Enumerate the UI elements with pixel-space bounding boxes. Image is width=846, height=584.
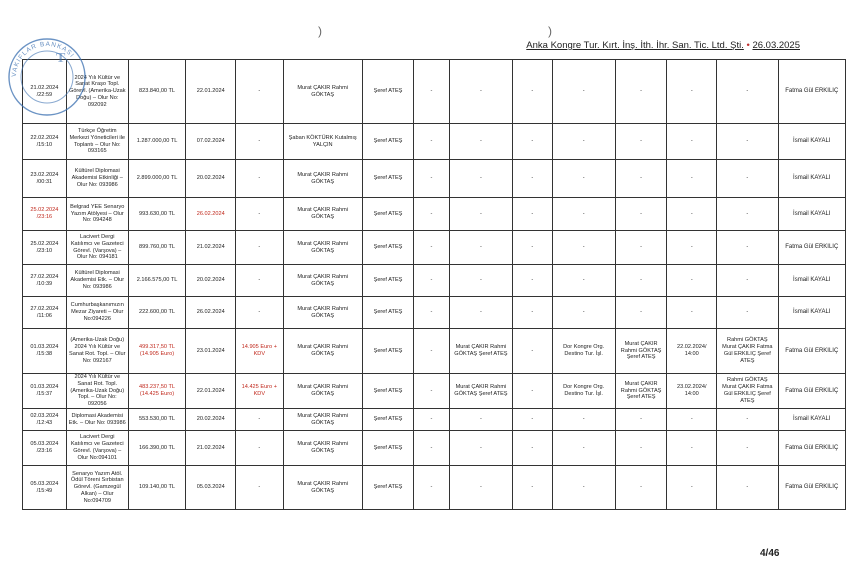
table-cell: 20.02.2024	[186, 265, 236, 297]
table-cell: Rahmi GÖKTAŞ Murat ÇAKIR Fatma Gül ERKILIÇ Şeref ATEŞ	[717, 374, 778, 409]
table-cell: -	[615, 431, 667, 466]
table-cell: Senaryo Yazım Atöl. Ödül Töreni Sırbistan Görevl. (Gamzegül Alkan) – Olur No:094709	[66, 466, 128, 510]
table-cell: Şeref ATEŞ	[362, 198, 413, 231]
table-cell: 14.425 Euro + KDV	[236, 374, 284, 409]
table-cell: Şeref ATEŞ	[362, 297, 413, 329]
table-cell: -	[552, 297, 615, 329]
table-cell: 14.905 Euro + KDV	[236, 329, 284, 374]
table-cell: Murat ÇAKIR Rahmi GÖKTAŞ	[283, 160, 362, 198]
table-cell: Murat ÇAKIR Rahmi GÖKTAŞ Şeref ATEŞ	[615, 374, 667, 409]
table-cell: Murat ÇAKIR Rahmi GÖKTAŞ	[283, 374, 362, 409]
company-name: Anka Kongre Tur. Kırt. İnş. İth. İhr. San. Tic. Ltd. Şti.	[526, 40, 744, 51]
table-cell: -	[667, 265, 717, 297]
table-cell: 01.03.2024 /15:37	[23, 374, 67, 409]
table-cell: 20.02.2024	[186, 409, 236, 431]
table-cell: Şeref ATEŞ	[362, 329, 413, 374]
table-cell: -	[717, 265, 778, 297]
table-cell: 25.02.2024 /23:10	[23, 231, 67, 265]
table-cell: -	[667, 409, 717, 431]
table-cell: -	[513, 124, 552, 160]
table-row	[23, 409, 846, 431]
table-cell: -	[414, 160, 450, 198]
table-cell: -	[414, 374, 450, 409]
table-cell: Şeref ATEŞ	[362, 466, 413, 510]
table-cell: Murat ÇAKIR Rahmi GÖKTAŞ	[283, 60, 362, 124]
table-cell: 222.600,00 TL	[128, 297, 186, 329]
table-row	[23, 124, 846, 160]
header-bullet: •	[746, 40, 750, 51]
table-cell: -	[449, 265, 512, 297]
table-cell: -	[552, 198, 615, 231]
table-cell: 23.02.2024/ 14:00	[667, 374, 717, 409]
table-cell: -	[552, 409, 615, 431]
table-cell: Şeref ATEŞ	[362, 409, 413, 431]
table-cell: -	[667, 466, 717, 510]
table-cell: 25.02.2024 /23:16	[23, 198, 67, 231]
table-cell: -	[615, 231, 667, 265]
table-cell: -	[717, 231, 778, 265]
table-cell: Murat ÇAKIR Rahmi GÖKTAŞ	[283, 265, 362, 297]
table-cell: -	[513, 374, 552, 409]
table-cell: Belgrad YEE Senaryo Yazım Atölyesi – Olur No: 094248	[66, 198, 128, 231]
header-date: 26.03.2025	[752, 40, 800, 51]
table-cell: 23.01.2024	[186, 329, 236, 374]
table-cell: Diplomasi Akademisi Etk. – Olur No: 093986	[66, 409, 128, 431]
table-cell: Fatma Gül ERKILIÇ	[778, 431, 845, 466]
table-cell: 2024 Yılı Kültür ve Sanat Rot. Topl. (Amerika-Uzak Doğu) Topl. – Olur No: 092056	[66, 374, 128, 409]
table-cell: -	[449, 466, 512, 510]
table-cell: -	[414, 231, 450, 265]
table-cell: 26.02.2024	[186, 297, 236, 329]
table-row	[23, 60, 846, 124]
table-cell: -	[552, 160, 615, 198]
table-cell: 823.840,00 TL	[128, 60, 186, 124]
table-cell: İsmail KAYALI	[778, 124, 845, 160]
table-cell: -	[552, 431, 615, 466]
table-cell: -	[414, 124, 450, 160]
table-cell: -	[414, 265, 450, 297]
table-cell: -	[513, 329, 552, 374]
table-cell: 22.02.2024 /15:10	[23, 124, 67, 160]
table-cell: -	[236, 265, 284, 297]
table-cell: Murat ÇAKIR Rahmi GÖKTAŞ	[283, 431, 362, 466]
table-cell: Şeref ATEŞ	[362, 431, 413, 466]
svg-text:T: T	[56, 51, 66, 66]
table-cell: -	[236, 60, 284, 124]
table-cell: İsmail KAYALI	[778, 297, 845, 329]
table-cell: -	[717, 60, 778, 124]
table-cell: -	[449, 160, 512, 198]
table-cell: Murat ÇAKIR Rahmi GÖKTAŞ Şeref ATEŞ	[449, 374, 512, 409]
table-cell: -	[236, 231, 284, 265]
table-cell: Kültürel Diplomasi Akademisi Etkinliği – Olur No: 093986	[66, 160, 128, 198]
table-cell: Dor Kongre Org. Destino Tur. İşl.	[552, 374, 615, 409]
table-row	[23, 231, 846, 265]
table-cell: -	[615, 124, 667, 160]
table-cell: 05.03.2024	[186, 466, 236, 510]
table-cell: -	[552, 466, 615, 510]
table-cell: 2024 Yılı Kültür ve Sanat Kraşo Topl. Görevl. (Amerika-Uzak Doğu) – Olur No: 092092	[66, 60, 128, 124]
table-cell: -	[414, 329, 450, 374]
table-cell: -	[552, 124, 615, 160]
table-cell: -	[667, 198, 717, 231]
table-cell: -	[236, 297, 284, 329]
svg-text:VAKIFLAR BANKASI: VAKIFLAR BANKASI	[10, 40, 76, 78]
table-cell: 23.02.2024 /00:31	[23, 160, 67, 198]
table-cell: -	[615, 409, 667, 431]
table-cell: 1.287.000,00 TL	[128, 124, 186, 160]
document-header	[500, 40, 800, 51]
table-cell: -	[552, 265, 615, 297]
table-cell: -	[552, 60, 615, 124]
table-cell: -	[449, 231, 512, 265]
table-cell: -	[667, 60, 717, 124]
table-cell: -	[414, 431, 450, 466]
table-cell: 27.02.2024 /11:06	[23, 297, 67, 329]
table-cell: 166.390,00 TL	[128, 431, 186, 466]
paren-mark-right: )	[548, 24, 552, 38]
table-cell: -	[236, 160, 284, 198]
table-cell: -	[615, 265, 667, 297]
table-cell: -	[667, 231, 717, 265]
table-cell: Fatma Gül ERKILIÇ	[778, 231, 845, 265]
table-cell: Fatma Gül ERKILIÇ	[778, 374, 845, 409]
table-cell: 21.02.2024	[186, 431, 236, 466]
table-cell: Fatma Gül ERKILIÇ	[778, 466, 845, 510]
table-cell: İsmail KAYALI	[778, 265, 845, 297]
table-cell: -	[717, 409, 778, 431]
table-cell: Rahmi GÖKTAŞ Murat ÇAKIR Fatma Gül ERKILIÇ Şeref ATEŞ	[717, 329, 778, 374]
table-row	[23, 374, 846, 409]
table-cell: -	[615, 466, 667, 510]
table-cell: -	[414, 297, 450, 329]
table-cell: -	[717, 124, 778, 160]
table-cell: -	[513, 160, 552, 198]
table-row	[23, 431, 846, 466]
table-cell: -	[717, 297, 778, 329]
table-cell: 01.03.2024 /15:38	[23, 329, 67, 374]
table-cell: Şeref ATEŞ	[362, 265, 413, 297]
table-row	[23, 160, 846, 198]
table-cell: Murat ÇAKIR Rahmi GÖKTAŞ	[283, 329, 362, 374]
table-cell: -	[236, 431, 284, 466]
table-cell: 899.760,00 TL	[128, 231, 186, 265]
table-cell: -	[615, 198, 667, 231]
table-row	[23, 198, 846, 231]
table-cell: Şeref ATEŞ	[362, 60, 413, 124]
table-cell: Şeref ATEŞ	[362, 374, 413, 409]
table-cell: 993.630,00 TL	[128, 198, 186, 231]
table-cell: Lacivert Dergi Katılımcı ve Gazeteci Görevl. (Varşova) – Olur No: 094181	[66, 231, 128, 265]
table-cell: 2.166.575,00 TL	[128, 265, 186, 297]
table-cell: 22.01.2024	[186, 60, 236, 124]
table-cell: -	[449, 60, 512, 124]
table-cell: -	[449, 124, 512, 160]
table-cell: Şeref ATEŞ	[362, 231, 413, 265]
table-cell: 05.03.2024 /23:16	[23, 431, 67, 466]
table-row	[23, 297, 846, 329]
table-cell: -	[513, 198, 552, 231]
table-cell: -	[236, 409, 284, 431]
table-cell: Lacivert Dergi Katılımcı ve Gazeteci Görevl. (Varşova) – Olur No:094101	[66, 431, 128, 466]
table-cell: -	[513, 431, 552, 466]
table-cell: Fatma Gül ERKILIÇ	[778, 60, 845, 124]
table-cell: 05.03.2024 /15:49	[23, 466, 67, 510]
table-cell: 27.02.2024 /10:39	[23, 265, 67, 297]
table-cell: -	[449, 409, 512, 431]
table-cell: -	[236, 124, 284, 160]
table-cell: -	[717, 466, 778, 510]
table-cell: Şeref ATEŞ	[362, 124, 413, 160]
table-row	[23, 466, 846, 510]
table-cell: -	[414, 466, 450, 510]
table-cell: 02.03.2024 /12:43	[23, 409, 67, 431]
table-cell: -	[513, 466, 552, 510]
table-cell: 109.140,00 TL	[128, 466, 186, 510]
table-cell: Kültürel Diplomasi Akademisi Etk. – Olur No: 093986	[66, 265, 128, 297]
table-cell: Şeref ATEŞ	[362, 160, 413, 198]
table-cell: -	[414, 60, 450, 124]
table-cell: -	[449, 297, 512, 329]
table-cell: 553.530,00 TL	[128, 409, 186, 431]
table-cell: -	[513, 297, 552, 329]
table-cell: -	[552, 231, 615, 265]
table-cell: İsmail KAYALI	[778, 160, 845, 198]
table-cell: -	[667, 160, 717, 198]
table-cell: -	[717, 198, 778, 231]
table-cell: 07.02.2024	[186, 124, 236, 160]
table-cell: Murat ÇAKIR Rahmi GÖKTAŞ	[283, 466, 362, 510]
table-cell: -	[615, 160, 667, 198]
table-cell: 22.01.2024	[186, 374, 236, 409]
page-number: 4/46	[760, 548, 780, 559]
table-row	[23, 329, 846, 374]
table-cell: -	[615, 60, 667, 124]
table-cell: -	[414, 198, 450, 231]
table-cell: 21.02.2024 /22:59	[23, 60, 67, 124]
table-cell: Cumhurbaşkanımızın Mezar Ziyareti – Olur No:094226	[66, 297, 128, 329]
paren-mark-left: )	[318, 24, 322, 38]
table-cell: Murat ÇAKIR Rahmi GÖKTAŞ	[283, 297, 362, 329]
table-cell: Türkçe Öğretim Merkezi Yöneticileri ile Toplantı – Olur No: 093165	[66, 124, 128, 160]
table-cell: -	[449, 431, 512, 466]
table-cell: 483.237,50 TL (14.425 Euro)	[128, 374, 186, 409]
table-cell: -	[513, 409, 552, 431]
table-cell: -	[667, 431, 717, 466]
table-cell: -	[615, 297, 667, 329]
table-cell: -	[513, 231, 552, 265]
table-cell: -	[667, 124, 717, 160]
table-cell: Murat ÇAKIR Rahmi GÖKTAŞ Şeref ATEŞ	[615, 329, 667, 374]
table-cell: Fatma Gül ERKILIÇ	[778, 329, 845, 374]
table-cell: 21.02.2024	[186, 231, 236, 265]
table-cell: 22.02.2024/ 14:00	[667, 329, 717, 374]
table-cell: 20.02.2024	[186, 160, 236, 198]
table-cell: -	[236, 198, 284, 231]
table-cell: Murat ÇAKIR Rahmi GÖKTAŞ	[283, 198, 362, 231]
table-cell: 499.317,50 TL (14.905 Euro)	[128, 329, 186, 374]
table-cell: -	[667, 297, 717, 329]
table-cell: -	[449, 198, 512, 231]
table-cell: 26.02.2024	[186, 198, 236, 231]
table-cell: -	[414, 409, 450, 431]
table-cell: -	[513, 60, 552, 124]
table-cell: İsmail KAYALI	[778, 409, 845, 431]
table-cell: İsmail KAYALI	[778, 198, 845, 231]
table-row	[23, 265, 846, 297]
table-cell: Dor Kongre Org. Destino Tur. İşl.	[552, 329, 615, 374]
table-cell: (Amerika-Uzak Doğu) 2024 Yılı Kültür ve Sanat Rot. Topl. – Olur No: 092167	[66, 329, 128, 374]
table-cell: Murat ÇAKIR Rahmi GÖKTAŞ Şeref ATEŞ	[449, 329, 512, 374]
table-cell: -	[236, 466, 284, 510]
table-cell: Murat ÇAKIR Rahmi GÖKTAŞ	[283, 231, 362, 265]
table-cell: -	[513, 265, 552, 297]
table-cell: 2.899.000,00 TL	[128, 160, 186, 198]
table-cell: Murat ÇAKIR Rahmi GÖKTAŞ	[283, 409, 362, 431]
records-table	[22, 59, 846, 510]
table-cell: Şaban KÖKTÜRK Kutalmış YALÇIN	[283, 124, 362, 160]
table-cell: -	[717, 431, 778, 466]
table-cell: -	[717, 160, 778, 198]
